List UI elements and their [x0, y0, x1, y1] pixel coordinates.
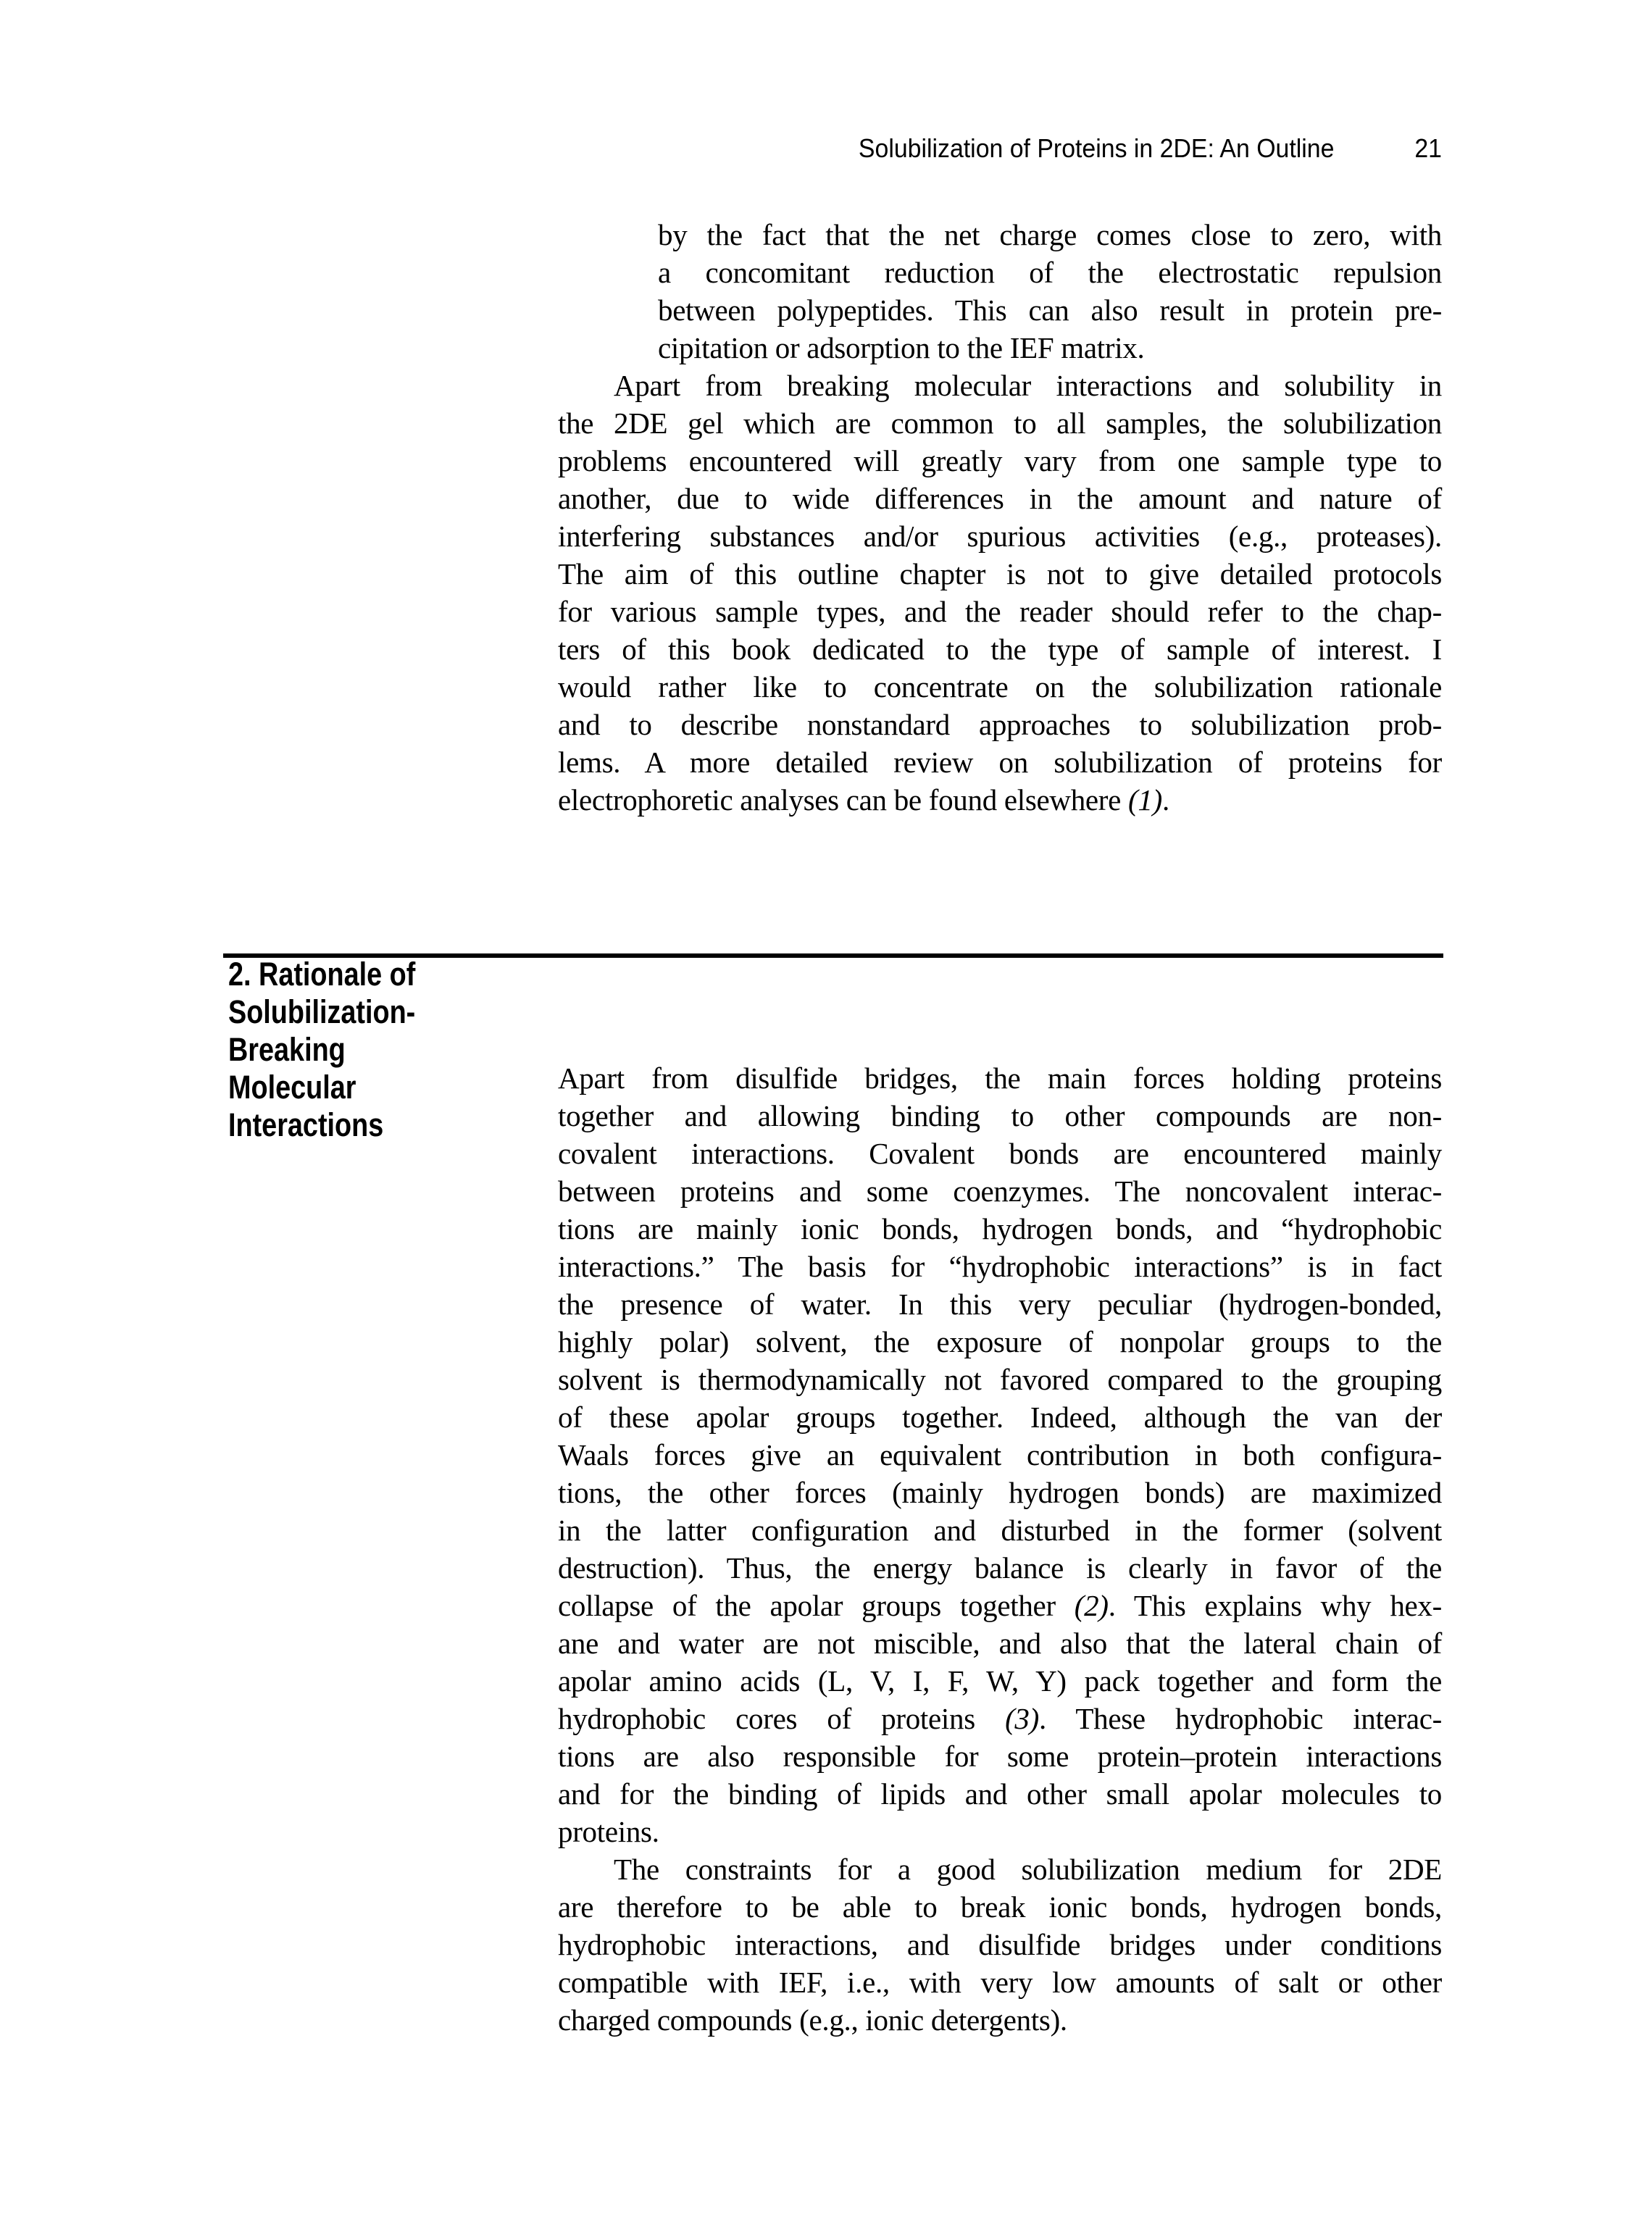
text-line	[558, 216, 1442, 254]
citation-ref: (1)	[1128, 783, 1162, 817]
text-segment: solvent is thermodynamically not favored compared to the grouping	[558, 1363, 1442, 1396]
text-segment: hydrophobic cores of proteins	[558, 1702, 1006, 1735]
text-line	[558, 517, 1442, 555]
text-line	[558, 480, 1442, 517]
text-line	[558, 1963, 1442, 2001]
text-line	[558, 1323, 1442, 1361]
text-segment: collapse of the apolar groups together	[558, 1589, 1075, 1622]
text-segment: Apart from breaking molecular interactions and solubility in	[614, 369, 1442, 402]
text-line	[558, 1059, 1442, 1097]
text-segment: hydrophobic interactions, and disulfide bridges under conditions	[558, 1928, 1442, 1961]
text-segment: problems encountered will greatly vary from one sample type to	[558, 444, 1442, 477]
text-segment: charged compounds (e.g., ionic detergents).	[558, 2003, 1067, 2037]
text-segment: ane and water are not miscible, and also that the lateral chain of	[558, 1627, 1442, 1660]
text-line	[558, 1775, 1442, 1813]
text-line	[558, 781, 1442, 819]
text-segment: tions, the other forces (mainly hydrogen bonds) are maximized	[558, 1476, 1442, 1509]
text-segment: The constraints for a good solubilization medium for 2DE	[614, 1853, 1442, 1886]
text-segment: tions are mainly ionic bonds, hydrogen bonds, and “hydrophobic	[558, 1212, 1442, 1245]
text-segment: Solubilization-	[228, 993, 416, 1030]
text-segment: Waals forces give an equivalent contribution in both configura-	[558, 1438, 1442, 1471]
text-segment: would rather like to concentrate on the solubilization rationale	[558, 670, 1442, 704]
text-line	[558, 1474, 1442, 1511]
text-line	[228, 1069, 569, 1106]
text-segment: of these apolar groups together. Indeed, although the van der	[558, 1400, 1442, 1434]
text-line	[558, 1172, 1442, 1210]
text-segment: are therefore to be able to break ionic bonds, hydrogen bonds,	[558, 1890, 1442, 1924]
text-line	[558, 1436, 1442, 1474]
text-line	[558, 1210, 1442, 1248]
text-line	[558, 593, 1442, 630]
text-segment: the 2DE gel which are common to all samples, the solubilization	[558, 406, 1442, 440]
text-segment: lems. A more detailed review on solubilization of proteins for	[558, 746, 1442, 779]
body-block-1	[558, 216, 1442, 819]
text-line	[228, 956, 569, 993]
text-line	[558, 668, 1442, 706]
body-block-2	[558, 1059, 1442, 2039]
text-line	[558, 2001, 1442, 2039]
text-line	[558, 1549, 1442, 1587]
text-segment: interactions.” The basis for “hydrophobic interactions” is in fact	[558, 1250, 1442, 1283]
text-line	[558, 1624, 1442, 1662]
text-segment: The aim of this outline chapter is not to give detailed protocols	[558, 557, 1442, 590]
text-segment: proteins.	[558, 1815, 659, 1848]
text-segment: .	[1161, 783, 1169, 817]
text-segment: another, due to wide differences in the amount and nature of	[558, 482, 1442, 515]
text-segment: 2. Rationale of	[228, 956, 416, 993]
text-segment: cipitation or adsorption to the IEF matrix.	[658, 331, 1145, 364]
text-segment: electrophoretic analyses can be found elsewhere	[558, 783, 1129, 817]
text-line	[558, 1662, 1442, 1700]
text-segment: Molecular	[228, 1069, 356, 1106]
text-segment: Apart from disulfide bridges, the main forces holding proteins	[558, 1061, 1442, 1095]
citation-ref: (2)	[1074, 1589, 1109, 1622]
text-segment: in the latter configuration and disturbed in the former (solvent	[558, 1514, 1442, 1547]
text-line	[558, 1737, 1442, 1775]
text-line	[558, 291, 1442, 329]
text-line	[228, 1106, 569, 1144]
running-header	[86, 133, 1442, 164]
text-segment: . This explains why hex-	[1108, 1589, 1442, 1622]
text-line	[558, 630, 1442, 668]
text-line	[558, 254, 1442, 291]
text-line	[558, 1888, 1442, 1926]
text-line	[558, 1398, 1442, 1436]
text-line	[558, 1097, 1442, 1135]
text-line	[558, 1813, 1442, 1850]
text-line	[558, 329, 1442, 367]
text-line	[558, 367, 1442, 404]
text-line	[558, 1587, 1442, 1624]
text-segment: ters of this book dedicated to the type of sample of interest. I	[558, 633, 1442, 666]
text-line	[558, 1135, 1442, 1172]
text-segment: highly polar) solvent, the exposure of nonpolar groups to the	[558, 1325, 1442, 1358]
text-segment: Interactions	[228, 1106, 384, 1143]
text-segment: between polypeptides. This can also result in protein pre-	[658, 293, 1442, 327]
text-segment: compatible with IEF, i.e., with very low amounts of salt or other	[558, 1966, 1442, 1999]
text-segment: and to describe nonstandard approaches to solubilization prob-	[558, 708, 1442, 741]
text-line	[558, 1361, 1442, 1398]
text-segment: and for the binding of lipids and other small apolar molecules to	[558, 1777, 1442, 1811]
text-segment: the presence of water. In this very peculiar (hydrogen-bonded,	[558, 1287, 1442, 1321]
text-segment: destruction). Thus, the energy balance is clearly in favor of the	[558, 1551, 1442, 1585]
section-heading	[228, 956, 569, 1144]
text-line	[558, 555, 1442, 593]
text-segment: tions are also responsible for some protein–protein interactions	[558, 1740, 1442, 1773]
text-segment: interfering substances and/or spurious activities (e.g., proteases).	[558, 519, 1442, 553]
running-title: Solubilization of Proteins in 2DE: An Outline	[858, 133, 1335, 163]
text-line	[558, 1700, 1442, 1737]
text-line	[558, 1285, 1442, 1323]
text-line	[558, 706, 1442, 743]
text-segment: covalent interactions. Covalent bonds are encountered mainly	[558, 1137, 1442, 1170]
text-line	[558, 1850, 1442, 1888]
text-line	[558, 404, 1442, 442]
text-line	[558, 442, 1442, 480]
page-number: 21	[1414, 133, 1442, 163]
text-line	[228, 1031, 569, 1069]
text-segment: between proteins and some coenzymes. The noncovalent interac-	[558, 1174, 1442, 1208]
text-segment: apolar amino acids (L, V, I, F, W, Y) pack together and form the	[558, 1664, 1442, 1698]
citation-ref: (3)	[1005, 1702, 1039, 1735]
text-line	[228, 993, 569, 1031]
text-line	[558, 1511, 1442, 1549]
text-segment: a concomitant reduction of the electrostatic repulsion	[658, 256, 1442, 289]
text-segment: together and allowing binding to other compounds are non-	[558, 1099, 1442, 1132]
text-line	[558, 1248, 1442, 1285]
text-segment: for various sample types, and the reader should refer to the chap-	[558, 595, 1442, 628]
text-segment: . These hydrophobic interac-	[1039, 1702, 1442, 1735]
text-line	[558, 1926, 1442, 1963]
text-segment: Breaking	[228, 1031, 346, 1068]
text-line	[558, 743, 1442, 781]
text-segment: by the fact that the net charge comes close to zero, with	[658, 218, 1442, 251]
